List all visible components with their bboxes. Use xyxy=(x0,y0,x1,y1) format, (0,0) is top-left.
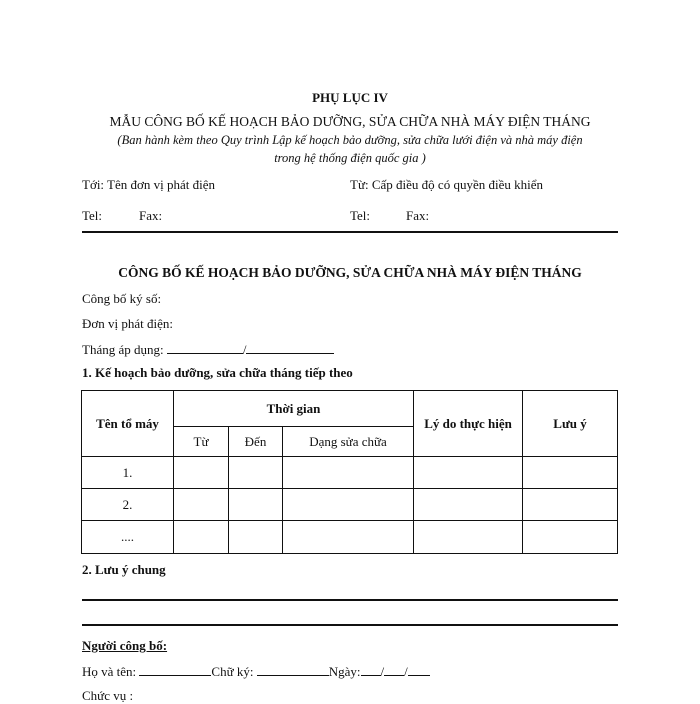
cell-type[interactable] xyxy=(283,489,414,521)
from-sender-label: Từ: Cấp điều độ có quyền điều khiển xyxy=(350,177,543,192)
col-to-header: Đến xyxy=(229,427,283,457)
name-blank[interactable] xyxy=(139,663,211,676)
appendix-label: PHỤ LỤC IV xyxy=(312,90,388,105)
section1-heading: 1. Kế hoạch bảo dưỡng, sửa chữa tháng tiếp theo xyxy=(82,365,353,380)
cell-to[interactable] xyxy=(229,457,283,489)
signature-label: Chữ ký: xyxy=(211,664,254,679)
cell-note[interactable] xyxy=(523,457,618,489)
month-day-blank[interactable] xyxy=(384,663,404,676)
day-blank[interactable] xyxy=(361,663,381,676)
cell-type[interactable] xyxy=(283,457,414,489)
month-separator: / xyxy=(242,342,247,357)
year-day-blank[interactable] xyxy=(408,663,430,676)
applicable-month-label: Tháng áp dụng: xyxy=(82,342,164,357)
maintenance-plan-table xyxy=(81,390,618,554)
signature-row xyxy=(82,663,430,680)
position-row xyxy=(82,688,133,704)
table-row xyxy=(82,521,618,554)
date-separator-2: / xyxy=(404,664,408,679)
from-tel-label: Tel: xyxy=(350,208,371,223)
col-time-header: Thời gian xyxy=(174,391,414,427)
cell-reason[interactable] xyxy=(414,457,523,489)
cell-from[interactable] xyxy=(174,489,229,521)
position-label: Chức vụ : xyxy=(82,688,134,703)
from-fax-label: Fax: xyxy=(406,208,430,223)
to-fax-label: Fax: xyxy=(139,208,163,223)
cell-note[interactable] xyxy=(523,521,618,554)
cell-to[interactable] xyxy=(229,521,283,554)
section2-heading: 2. Lưu ý chung xyxy=(82,562,166,577)
announcer-heading: Người công bố: xyxy=(82,638,168,653)
col-unit-header: Tên tổ máy xyxy=(82,391,174,457)
document-title: MẪU CÔNG BỐ KẾ HOẠCH BẢO DƯỠNG, SỬA CHỮA NHÀ MÁY ĐIỆN THÁNG xyxy=(109,114,591,129)
generating-unit-label: Đơn vị phát điện: xyxy=(82,316,173,331)
header-divider xyxy=(82,231,618,233)
cell-note[interactable] xyxy=(523,489,618,521)
notes-line-1[interactable] xyxy=(82,599,618,601)
col-from-header: Từ xyxy=(174,427,229,457)
to-tel-label: Tel: xyxy=(82,208,103,223)
cell-reason[interactable] xyxy=(414,489,523,521)
subtitle-line-2: trong hệ thống điện quốc gia ) xyxy=(274,151,426,165)
cell-from[interactable] xyxy=(174,457,229,489)
name-label: Họ và tên: xyxy=(82,664,137,679)
row-index: 1. xyxy=(82,457,174,489)
row-index: .... xyxy=(82,521,174,554)
announcement-number-label: Công bố ký số: xyxy=(82,291,162,306)
year-blank[interactable] xyxy=(246,341,334,354)
col-reason-header: Lý do thực hiện xyxy=(414,391,523,457)
notes-line-2[interactable] xyxy=(82,624,618,626)
to-recipient-label: Tới: Tên đơn vị phát điện xyxy=(82,177,216,192)
date-separator-1: / xyxy=(380,664,385,679)
applicable-month-row xyxy=(82,341,334,358)
cell-from[interactable] xyxy=(174,521,229,554)
cell-to[interactable] xyxy=(229,489,283,521)
row-index: 2. xyxy=(82,489,174,521)
col-type-header: Dạng sửa chữa xyxy=(283,427,414,457)
cell-type[interactable] xyxy=(283,521,414,554)
subtitle-line-1: (Ban hành kèm theo Quy trình Lập kế hoạch bảo dưỡng, sửa chữa lưới điện và nhà máy điện xyxy=(117,133,583,147)
col-note-header: Lưu ý xyxy=(523,391,618,457)
month-blank[interactable] xyxy=(167,341,243,354)
announcement-title: CÔNG BỐ KẾ HOẠCH BẢO DƯỠNG, SỬA CHỮA NHÀ MÁY ĐIỆN THÁNG xyxy=(118,265,582,280)
date-label: Ngày: xyxy=(328,664,361,679)
table-row xyxy=(82,489,618,521)
signature-blank[interactable] xyxy=(257,663,329,676)
table-row xyxy=(82,457,618,489)
cell-reason[interactable] xyxy=(414,521,523,554)
